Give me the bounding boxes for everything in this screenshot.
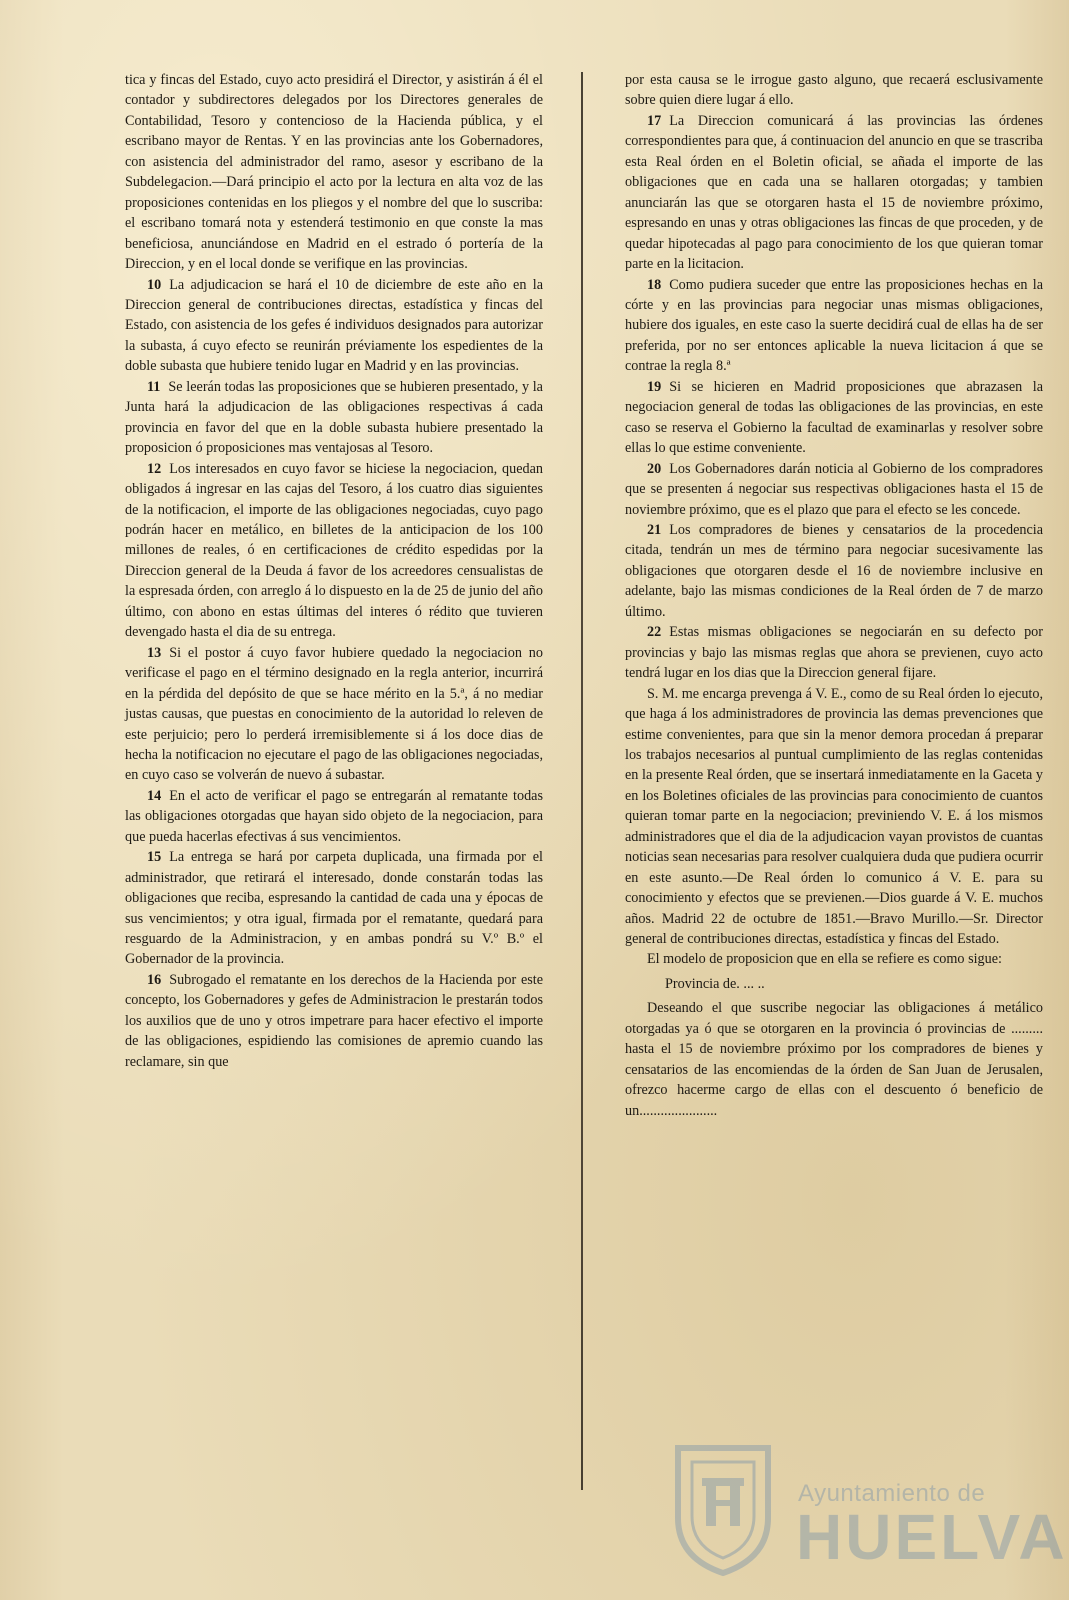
rule-number: 11 [147, 378, 161, 395]
paragraph-rule-17 [625, 111, 1043, 275]
column-divider [581, 72, 583, 1490]
rule-number: 16 [147, 971, 162, 988]
paragraph-text: por esta causa se le irrogue gasto alguno, que recaerá esclusivamente sobre quien diere lugar á ello. [625, 72, 1043, 109]
paragraph-rule-13 [125, 643, 543, 786]
paragraph-rule-16 [125, 970, 543, 1072]
paragraph-rule-18 [625, 275, 1043, 377]
watermark-line-1: Ayuntamiento de [798, 1480, 986, 1507]
paragraph-text: Provincia de. ... .. [665, 975, 765, 992]
paragraph-rule-19 [625, 377, 1043, 459]
rule-number: 17 [647, 112, 662, 129]
rule-number: 12 [147, 460, 162, 477]
left-column [125, 70, 543, 1072]
paragraph-text: tica y fincas del Estado, cuyo acto presidirá el Director, y asistirán á él el contador y subdirectores delegados por los Directores generales de Contabilidad, Tesoro y contencioso de la Hacienda pública, y el escribano mayor de Rentas. Y en las provincias ante los Gobernadores, con asistencia del administrador del ramo, asesor y escribano de la Subdelegacion.—Dará principio el acto por la lectura en alta voz de las proposiciones contenidas en los pliegos y el nombre del que lo suscriba: el escribano tomará nota y estenderá testimonio en que conste la mas beneficiosa, anunciándose en Madrid en el estrado ó portería de la Direccion, y en el local donde se verifique en las provincias. [125, 72, 543, 273]
paragraph-text: El modelo de proposicion que en ella se refiere es como sigue: [647, 951, 1002, 968]
paragraph-text: Subrogado el rematante en los derechos de la Hacienda por este concepto, los Gobernadores y gefes de Administracion le prestarán todos los auxilios que de uno y otros impetrare para hacer efectivo el importe de las obligaciones, espidiendo las comisiones de apremio cuando las reclamare, sin que [125, 971, 543, 1070]
paragraph-text: Los compradores de bienes y censatarios de la procedencia citada, tendrán un mes de término para negociar sucesivamente las obligaciones que otorgaren desde el 16 de noviembre inclusive en adelante, bajo las mismas condiciones de la Real órden de 7 de marzo último. [625, 521, 1043, 620]
paragraph-rule-11 [125, 377, 543, 459]
paragraph-model-intro [625, 949, 1043, 969]
right-column [625, 70, 1043, 1121]
paragraph-text: Si se hicieren en Madrid proposiciones que abrazasen la negociacion general de todas las obligaciones de las provincias, en este caso se reserva el Gobierno la facultad de examinarlas y resolver sobre ellas lo que estime conveniente. [625, 378, 1043, 457]
paragraph-text: Deseando el que suscribe negociar las obligaciones á metálico otorgadas ya ó que se otorgaren en la provincia ó provincias de ......... hasta el 15 de noviembre próximo por los compradores de bienes y censatarios de las encomiendas de la órden de San Juan de Jerusalen, ofrezco hacerme cargo de ellas con el descuento ó beneficio de un...................... [625, 1000, 1043, 1119]
paragraph-rule-12 [125, 459, 543, 643]
paragraph-right-0 [625, 70, 1043, 111]
rule-number: 20 [647, 460, 662, 477]
paragraph-text: Como pudiera suceder que entre las proposiciones hechas en la córte y en las provincias para negociar unas mismas obligaciones, hubiere dos iguales, en este caso la suerte decidirá cual de ellas ha de ser preferida, por no ser entonces aplicable la nueva licitacion á que se contrae la regla 8.ª [625, 276, 1043, 375]
paragraph-rule-14 [125, 786, 543, 847]
paragraph-text: Los Gobernadores darán noticia al Gobierno de los compradores que se presenten á negociar sus respectivas obligaciones hasta el 15 de noviembre próximo, que es el plazo que para el efecto se les concede. [625, 460, 1043, 518]
paragraph-text: Estas mismas obligaciones se negociarán en su defecto por provincias y bajo las mismas reglas que ahora se previenen, cuyo acto tendrá lugar en los dias que la Direccion general fijare. [625, 624, 1043, 682]
paragraph-rule-10 [125, 275, 543, 377]
rule-number: 13 [147, 644, 162, 661]
paragraph-rule-21 [625, 520, 1043, 622]
archive-watermark [668, 1438, 1068, 1578]
rule-number: 15 [147, 849, 162, 866]
paragraph-text: Se leerán todas las proposiciones que se hubieren presentado, y la Junta hará la adjudicacion de las obligaciones respectivas á cada provincia en favor del que en la doble subasta hubiere presentado la proposicion ó proposiciones mas ventajosas al Tesoro. [125, 378, 543, 457]
paragraph-rule-15 [125, 847, 543, 970]
paragraph-rule-20 [625, 459, 1043, 520]
paragraph-text: En el acto de verificar el pago se entregarán al rematante todas las obligaciones otorgadas que hayan sido objeto de la negociacion, para que pueda hacerlas efectivas á sus vencimientos. [125, 787, 543, 845]
rule-number: 10 [147, 276, 162, 293]
rule-number: 18 [647, 276, 662, 293]
rule-number: 14 [147, 787, 162, 804]
municipal-seal-icon [668, 1438, 778, 1578]
paragraph-text: La adjudicacion se hará el 10 de diciembre de este año en la Direccion general de contribuciones directas, estadística y fincas del Estado, con asistencia de los gefes é individuos designados para autorizar la subasta, á cuyo efecto se reunirán préviamente los espedientes de la doble subasta que hubiere tenido lugar en Madrid y en las provincias. [125, 276, 543, 375]
paragraph-text: La entrega se hará por carpeta duplicada, una firmada por el administrador, que retirará el interesado, donde constarán todas las obligaciones que reciba, espresando la cantidad de cada una y épocas de sus vencimientos; y otra igual, firmada por el rematante, quedará para resguardo de la Administracion, y en ambas pondrá su V.º B.º el Gobernador de la provincia. [125, 849, 543, 968]
rule-number: 21 [647, 521, 662, 538]
paragraph-rule-22 [625, 622, 1043, 683]
paragraph-left-0 [125, 70, 543, 275]
paragraph-text: La Direccion comunicará á las provincias las órdenes correspondientes para que, á continuacion del anuncio en que se trascriba esta Real órden en el Boletin oficial, se añada el importe de las obligaciones que en cada una se hallaren otorgadas; y tambien anunciarán las que se otorgaren hasta el 15 de noviembre próximo, espresando en unas y otras obligaciones las fincas de que proceden, y de quedar hipotecadas al pago para conocimiento de los que quieran tomar parte en la licitacion. [625, 112, 1043, 273]
model-province-line [625, 974, 1043, 994]
paragraph-text: Los interesados en cuyo favor se hiciese la negociacion, quedan obligados á ingresar en las cajas del Tesoro, á los cuatro dias siguientes de la notificacion, el importe de las obligaciones negociadas, cuyo pago podrán hacer en metálico, en billetes de la anticipacion de los 100 millones de reales, ó en certificaciones de crédito espedidas por la Direccion general de la Deuda á favor de los acreedores censualistas de la espresada órden, con arreglo á lo dispuesto en la de 25 de junio del año último, con abono en estas últimas del interes ó rédito que tuvieren devengado hasta el dia de su entrega. [125, 460, 543, 641]
paragraph-model-body [625, 998, 1043, 1121]
paragraph-text: S. M. me encarga prevenga á V. E., como de su Real órden lo ejecuto, que haga á los administradores de provincia las demas prevenciones que estime convenientes, para que sin la menor demora procedan á preparar los trabajos necesarios al puntual cumplimiento de las reglas contenidas en la presente Real órden, que se insertará inmediatamente en la Gaceta y en los Boletines oficiales de las provincias para conocimiento de cuantos quieran tomar parte en la negociacion; previniendo V. E. á los mismos administradores que el dia de la adjudicacion vayan provistos de cuantas noticias sean necesarias para resolver cualquiera duda que pudiera ocurrir en este asunto.—De Real órden lo comunico á V. E. para su conocimiento y efectos que se previenen.—Dios guarde á V. E. muchos años. Madrid 22 de octubre de 1851.—Bravo Murillo.—Sr. Director general de contribuciones directas, estadística y fincas del Estado. [625, 685, 1043, 948]
paragraph-royal-order [625, 684, 1043, 950]
rule-number: 19 [647, 378, 662, 395]
watermark-line-2: HUELVA [796, 1501, 1068, 1573]
paragraph-text: Si el postor á cuyo favor hubiere quedado la negociacion no verificase el pago en el término designado en la regla anterior, incurrirá en la pérdida del depósito de que se hace mérito en la 5.ª, á no mediar justas causas, que puestas en conocimiento de la autoridad lo releven de este perjuicio; pero lo perderá irremisiblemente si á los doce dias de hecha la notificacion no ejecutare el pago de las obligaciones negociadas, en cuyo caso se volverán de nuevo á subastar. [125, 644, 543, 784]
rule-number: 22 [647, 624, 662, 641]
